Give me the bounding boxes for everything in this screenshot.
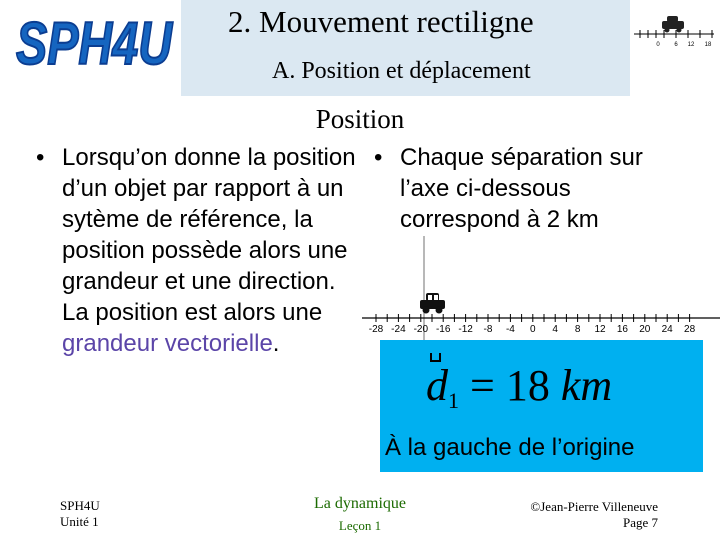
axis-tick-label: 4 <box>552 324 558 335</box>
vector-arrow-icon <box>430 353 441 362</box>
formula-subscript: 1 <box>448 388 459 413</box>
axis-tick-label: -24 <box>391 324 406 335</box>
left-bullet <box>36 142 366 359</box>
axis-tick-label: -16 <box>435 324 451 335</box>
axis-tick-label: -12 <box>458 324 473 335</box>
displacement-formula <box>426 360 612 414</box>
axis-ticks <box>369 314 696 335</box>
page-title: 2. Mouvement rectiligne <box>228 4 534 39</box>
bullet-marker: • <box>374 144 383 171</box>
axis-tick-label: 20 <box>639 324 651 335</box>
left-bullet-body: Lorsqu’on donne la position d’un objet par rapport à un sytème de référence, la position possède alors une grandeur et une direction. La position est alors une <box>62 144 356 326</box>
vector-symbol <box>426 361 448 410</box>
number-line <box>362 232 720 342</box>
axis-tick-label: 28 <box>684 324 696 335</box>
footer-topic-title: La dynamique <box>314 495 406 512</box>
left-bullet-text <box>36 142 366 359</box>
footer-course <box>60 498 100 530</box>
logo-text: SPH4U <box>16 10 174 77</box>
footer-unit: Unité 1 <box>60 514 99 529</box>
axis-tick-label: 24 <box>661 324 673 335</box>
axis-tick-label: 0 <box>530 324 536 335</box>
axis-tick-label: 8 <box>574 324 581 335</box>
right-bullet-text: Chaque séparation sur l’axe ci-dessous correspond à 2 km <box>400 144 643 233</box>
bullet-marker: • <box>36 144 45 171</box>
mini-tick-18: 18 <box>704 42 712 48</box>
axis-tick-label: -20 <box>413 324 429 335</box>
axis-tick-label: 12 <box>594 324 606 335</box>
answer-box <box>380 340 703 472</box>
footer-topic <box>240 496 480 534</box>
mini-tick-0: 0 <box>656 42 660 48</box>
footer-course-name: SPH4U <box>60 498 100 513</box>
section-title: Position <box>315 104 405 134</box>
mini-tick-12: 12 <box>687 42 695 48</box>
formula-symbol: d <box>426 361 448 410</box>
left-bullet-highlight: grandeur vectorielle <box>62 330 273 357</box>
answer-caption: À la gauche de l’origine <box>385 434 635 461</box>
page-subtitle: A. Position et déplacement <box>272 58 531 84</box>
axis-tick-label: 16 <box>616 324 628 335</box>
axis-tick-label: -28 <box>368 324 384 335</box>
axis-tick-label: -8 <box>483 324 493 335</box>
course-logo <box>12 10 177 77</box>
footer-page: Page 7 <box>622 515 658 530</box>
right-bullet <box>374 142 674 235</box>
footer-author: ©Jean-Pierre Villeneuve <box>530 499 658 514</box>
formula-equation: = 18 <box>470 361 550 410</box>
footer-credits <box>490 499 658 531</box>
axis-tick-label: -4 <box>505 324 515 335</box>
mini-car-icon <box>662 16 684 33</box>
left-bullet-end: . <box>272 330 280 357</box>
mini-axis-graphic <box>632 8 716 48</box>
mini-tick-6: 6 <box>674 42 678 48</box>
footer-lesson: Leçon 1 <box>338 518 382 533</box>
formula-unit: km <box>560 361 613 410</box>
